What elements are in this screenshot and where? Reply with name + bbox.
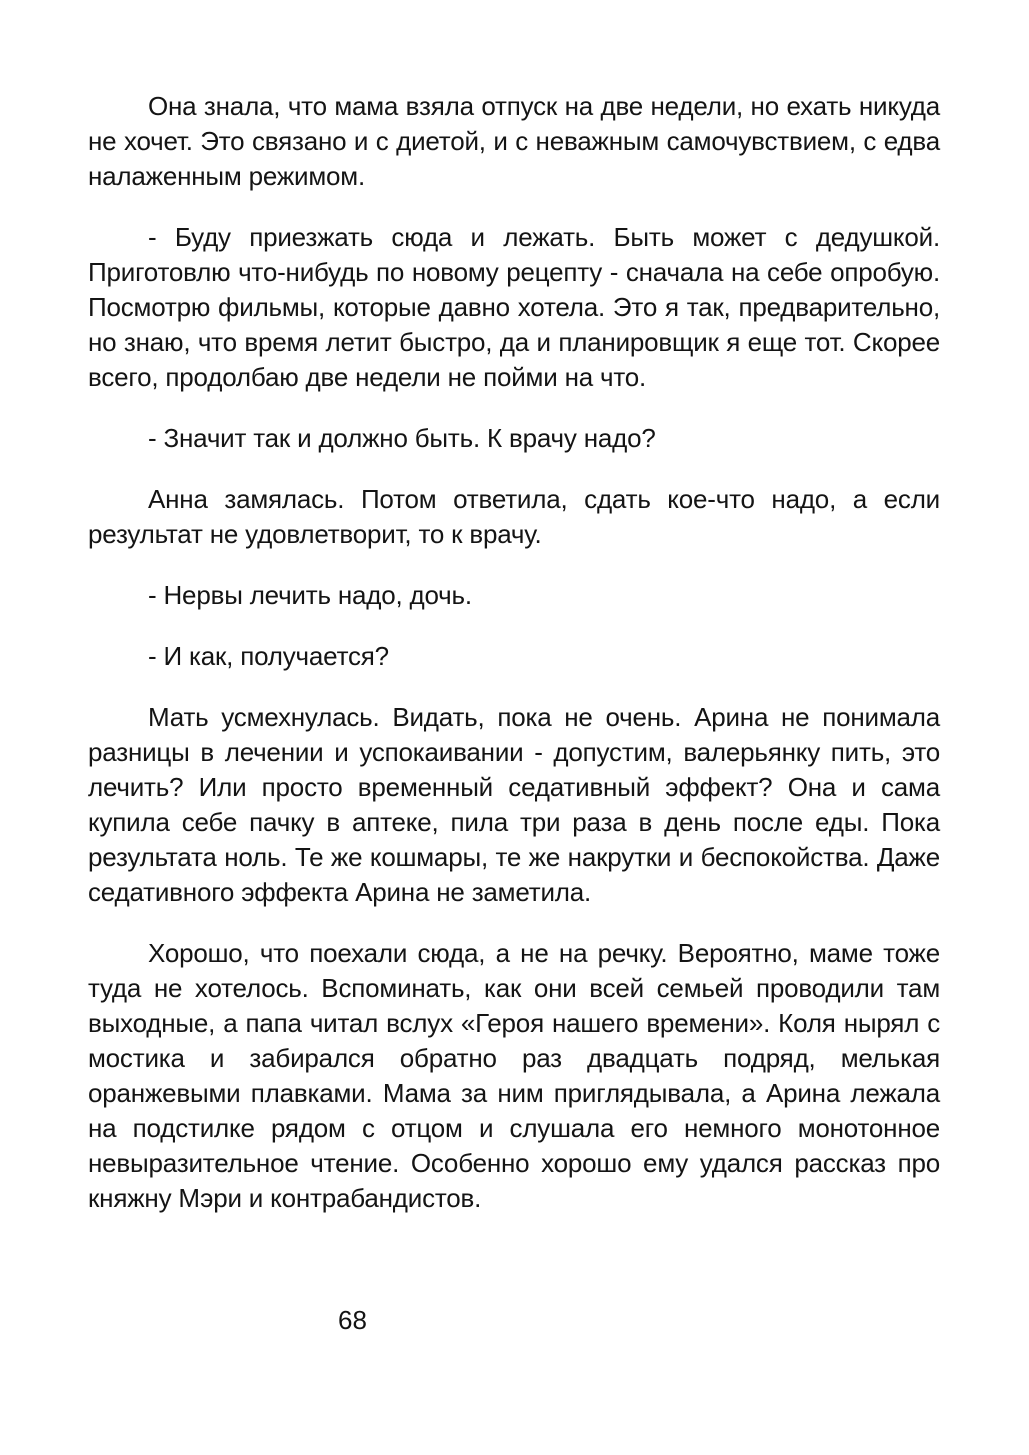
text-block	[88, 89, 940, 1242]
page-number: 68	[338, 1305, 367, 1335]
paragraph-dialogue-4: - И как, получается?	[148, 641, 389, 671]
paragraph-dialogue-2: - Значит так и должно быть. К врачу надо?	[148, 423, 656, 453]
paragraph-narration-2: Анна замялась. Потом ответила, сдать кое-что надо, а если результат не удовлетворит, то к врачу.	[88, 484, 940, 549]
paragraph-dialogue-1: - Буду приезжать сюда и лежать. Быть может с дедушкой. Приготовлю что-нибудь по новому рецепту - сначала на себе опробую. Посмотрю фильмы, которые давно хотела. Это я так, предварительно, но знаю, что время летит быстро, да и планировщик я еще тот. Скорее всего, продолбаю две недели не пойми на что.	[88, 222, 940, 392]
paragraph-narration-3: Мать усмехнулась. Видать, пока не очень. Арина не понимала разницы в лечении и успокаивании - допустим, валерьянку пить, это лечить? Или просто временный седативный эффект? Она и сама купила себе пачку в аптеке, пила три раза в день после еды. Пока результата ноль. Те же кошмары, те же накрутки и беспокойства. Даже седативного эффекта Арина не заметила.	[88, 702, 940, 907]
paragraph-narration-4: Хорошо, что поехали сюда, а не на речку. Вероятно, маме тоже туда не хотелось. Вспоминать, как они всей семьей проводили там выходные, а папа читал вслух «Героя нашего времени». Коля нырял с мостика и забирался обратно раз двадцать подряд, мелькая оранжевыми плавками. Мама за ним приглядывала, а Арина лежала на подстилке рядом с отцом и слушала его немного монотонное невыразительное чтение. Особенно хорошо ему удался рассказ про княжну Мэри и контрабандистов.	[88, 938, 940, 1213]
paragraph-dialogue-3: - Нервы лечить надо, дочь.	[148, 580, 472, 610]
paragraph-narration-1: Она знала, что мама взяла отпуск на две недели, но ехать никуда не хочет. Это связано и с диетой, и с неважным самочувствием, с едва налаженным режимом.	[88, 91, 940, 191]
